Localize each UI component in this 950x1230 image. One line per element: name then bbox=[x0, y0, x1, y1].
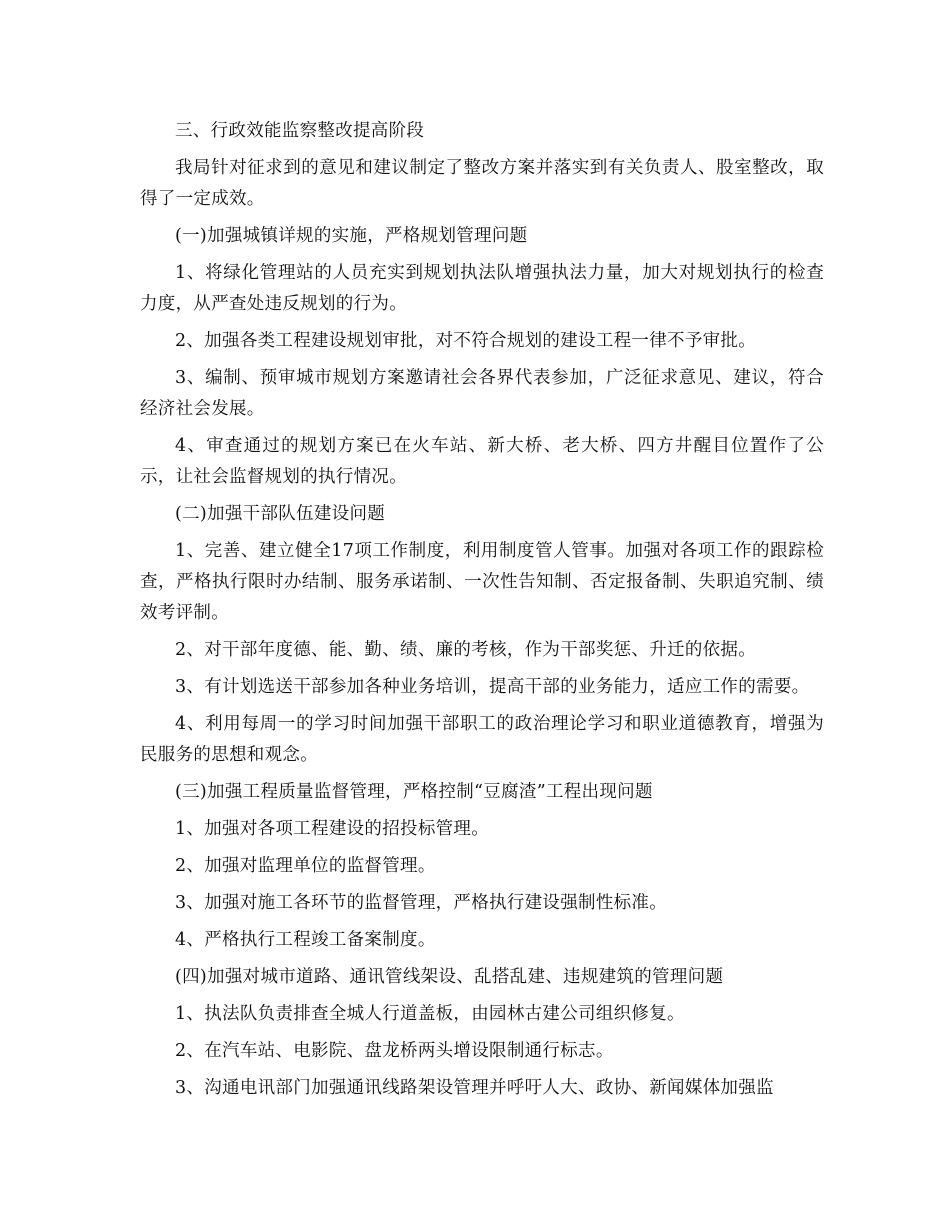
subsection-heading: (二)加强干部队伍建设问题 bbox=[175, 504, 386, 524]
subsection-heading: (一)加强城镇详规的实施，严格规划管理问题 bbox=[175, 226, 528, 246]
list-item: 2、在汽车站、电影院、盘龙桥两头增设限制通行标志。 bbox=[175, 1041, 614, 1061]
list-item: 4、利用每周一的学习时间加强干部职工的政治理论学习和职业道德教育，增强为民服务的思想和观念。 bbox=[140, 714, 824, 765]
list-item: 1、执法队负责排查全城人行道盖板，由园林古建公司组织修复。 bbox=[175, 1004, 685, 1024]
list-item: 2、加强各类工程建设规划审批，对不符合规划的建设工程一律不予审批。 bbox=[175, 331, 757, 351]
document-page bbox=[140, 116, 824, 1110]
list-item: 3、编制、预审城市规划方案邀请社会各界代表参加，广泛征求意见、建议，符合经济社会发展。 bbox=[140, 368, 824, 419]
list-item: 3、加强对施工各环节的监督管理，严格执行建设强制性标准。 bbox=[175, 893, 668, 913]
list-item: 4、严格执行工程竣工备案制度。 bbox=[175, 930, 436, 950]
list-item: 1、完善、建立健全17项工作制度，利用制度管人管事。加强对各项工作的跟踪检查，严格执行限时办结制、服务承诺制、一次性告知制、否定报备制、失职追究制、绩效考评制。 bbox=[140, 541, 824, 623]
list-item: 3、沟通电讯部门加强通讯线路架设管理并呼吁人大、政协、新闻媒体加强监 bbox=[175, 1078, 774, 1098]
subsection-heading: (四)加强对城市道路、通讯管线架设、乱搭乱建、违规建筑的管理问题 bbox=[175, 967, 724, 987]
list-item: 2、对干部年度德、能、勤、绩、廉的考核，作为干部奖惩、升迁的依据。 bbox=[175, 640, 757, 660]
list-item: 2、加强对监理单位的监督管理。 bbox=[175, 856, 436, 876]
paragraph: 我局针对征求到的意见和建议制定了整改方案并落实到有关负责人、股室整改，取得了一定成效。 bbox=[140, 158, 824, 209]
subsection-heading: (三)加强工程质量监督管理，严格控制“豆腐渣”工程出现问题 bbox=[175, 782, 653, 802]
list-item: 4、审查通过的规划方案已在火车站、新大桥、老大桥、四方井醒目位置作了公示，让社会监督规划的执行情况。 bbox=[140, 436, 824, 487]
section-heading: 三、行政效能监察整改提高阶段 bbox=[175, 121, 425, 141]
list-item: 1、将绿化管理站的人员充实到规划执法队增强执法力量，加大对规划执行的检查力度，从严查处违反规划的行为。 bbox=[140, 263, 824, 314]
list-item: 1、加强对各项工程建设的招投标管理。 bbox=[175, 819, 490, 839]
list-item: 3、有计划选送干部参加各种业务培训，提高干部的业务能力，适应工作的需要。 bbox=[175, 677, 810, 697]
